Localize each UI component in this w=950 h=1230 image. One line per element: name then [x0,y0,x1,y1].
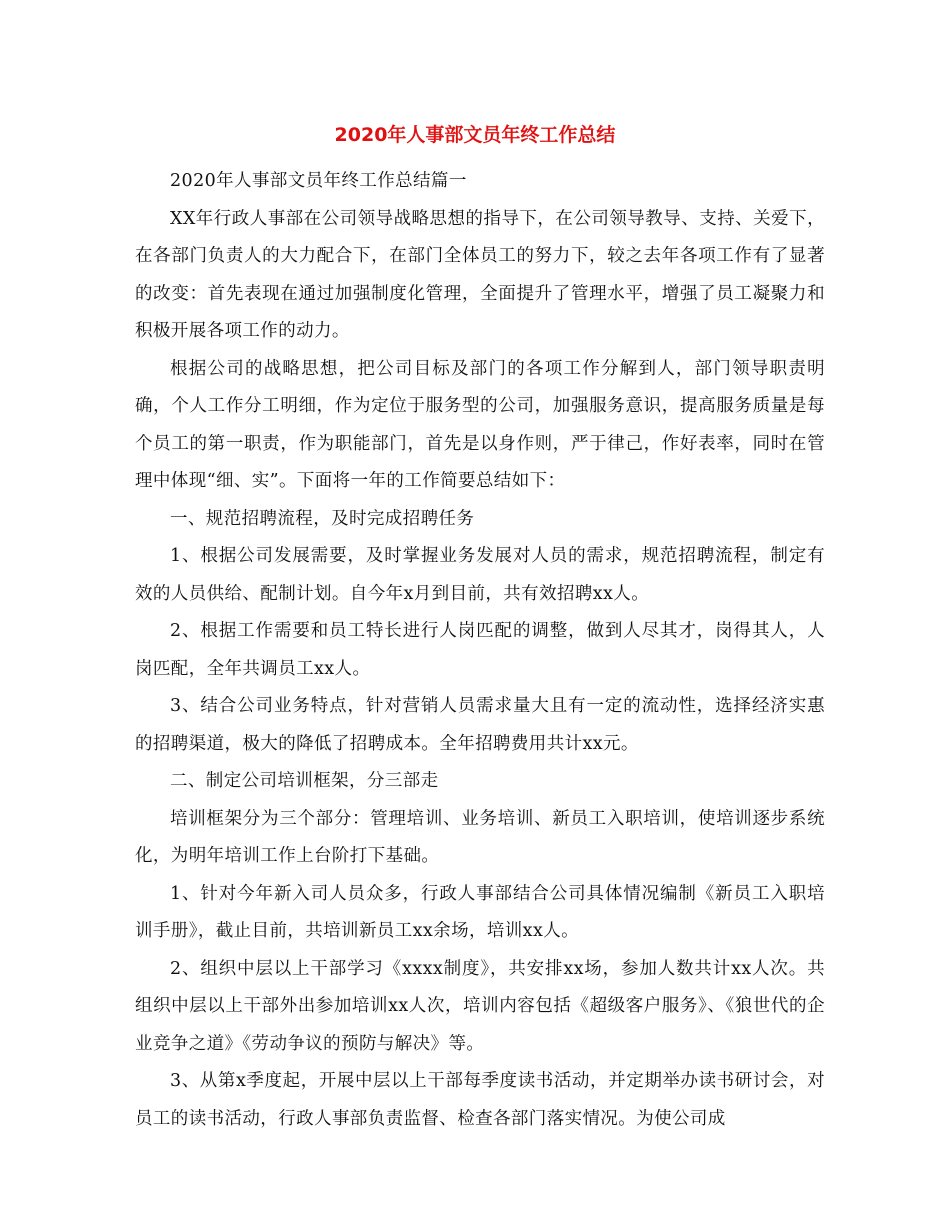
list-item: 2、组织中层以上干部学习《xxxx制度》，共安排xx场，参加人数共计xx人次。共组织中层以上干部外出参加培训xx人次，培训内容包括《超级客户服务》、《狼世代的企业竞争之道》《劳动争议的预防与解决》等。 [135,958,825,1054]
document-title: 2020年人事部文员年终工作总结 [334,124,616,146]
list-item: 3、结合公司业务特点，针对营销人员需求量大且有一定的流动性，选择经济实惠的招聘渠道，极大的降低了招聘成本。全年招聘费用共计xx元。 [135,696,825,754]
subheading-recruitment: 一、规范招聘流程，及时完成招聘任务 [170,508,475,529]
list-item: 1、根据公司发展需要，及时掌握业务发展对人员的需求，规范招聘流程，制定有效的人员供给、配制计划。自今年x月到目前，共有效招聘xx人。 [135,546,825,604]
list-item: 2、根据工作需要和员工特长进行人岗匹配的调整，做到人尽其才，岗得其人，人岗匹配，全年共调员工xx人。 [135,621,825,679]
subheading-training: 二、制定公司培训框架，分三部走 [170,771,439,791]
list-item: 1、针对今年新入司人员众多，行政人事部结合公司具体情况编制《新员工入职培训手册》，截止目前，共培训新员工xx余场，培训xx人。 [135,883,825,941]
paragraph-strategy: 根据公司的战略思想，把公司目标及部门的各项工作分解到人，部门领导职责明确，个人工作分工明细，作为定位于服务型的公司，加强服务意识，提高服务质量是每个员工的第一职责，作为职能部门，首先是以身作则，严于律己，作好表率，同时在管理中体现“细、实”。下面将一年的工作简要总结如下： [135,358,825,491]
list-item: 3、从第x季度起，开展中层以上干部每季度读书活动，并定期举办读书研讨会，对员工的读书活动，行政人事部负责监督、检查各部门落实情况。为使公司成 [135,1071,825,1129]
document-body [135,163,825,1138]
paragraph-training-framework: 培训框架分为三个部分：管理培训、业务培训、新员工入职培训，使培训逐步系统化，为明年培训工作上台阶打下基础。 [135,808,825,866]
section-heading: 2020年人事部文员年终工作总结篇一 [170,171,467,191]
paragraph-intro: XX年行政人事部在公司领导战略思想的指导下，在公司领导教导、支持、关爱下，在各部门负责人的大力配合下，在部门全体员工的努力下，较之去年各项工作有了显著的改变：首先表现在通过加强制度化管理，全面提升了管理水平，增强了员工凝聚力和积极开展各项工作的动力。 [135,208,825,341]
